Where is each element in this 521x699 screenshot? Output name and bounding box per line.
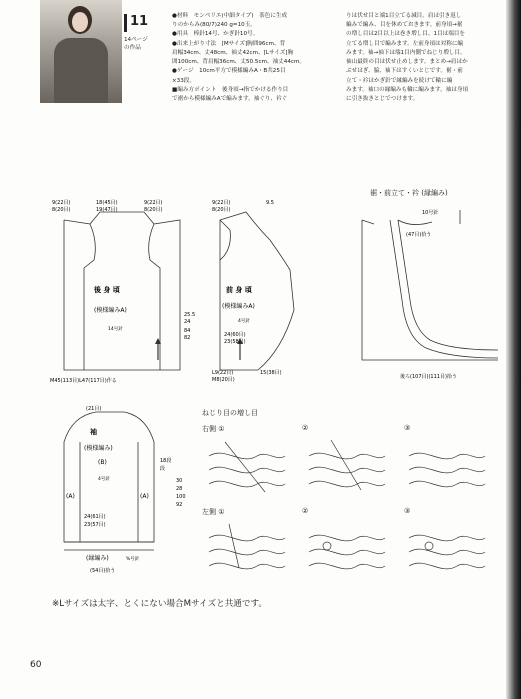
dim-label: 8(20目) [144,207,163,213]
dim-label: 24(61目) [84,514,106,520]
front-pattern: (模様編みA) [222,303,255,310]
dim-label: 15(38目) [260,370,282,376]
dim-label: 9(22目) [144,200,163,206]
spec-line: ●用具 棒針14号、かぎ針10号。 [172,31,259,38]
instruction-line: ぶせはぎ、脇、袖下はすくいとじです。裾・前 [346,68,463,75]
front-title: 前 身 頃 [226,286,252,294]
dim-label: 92 [176,502,183,508]
instruction-line: 袖山最終の目は伏せ止めします。まとめ→肩はか [346,59,468,66]
instruction-line: に引き抜きとじでつけます。 [346,95,419,102]
spec-line: りのからみ(80/7)240 g=10玉。 [172,22,256,29]
twist-right-illustrations [205,436,505,496]
dim-label: 84 [184,328,191,334]
sleeve-needle: 4号針 [98,477,110,482]
dim-label: 23(58目) [224,339,246,345]
page-ref-sub: の作品 [124,45,141,51]
instruction-line: みます。袖口の縁編みも輪に編みます。袖は身頃 [346,86,469,93]
photo-body [54,38,108,103]
sleeve-cuff-needle: %号針 [126,557,140,562]
sleeve-a-left: (A) [66,493,75,500]
sleeve-pattern: (模様編み) [84,445,113,452]
spec-line: ●出来上がり寸法 [Mサイズ]胸囲96cm、背 [172,40,286,47]
dim-label: 8(20目) [212,207,231,213]
spec-line: 肩幅34cm、丈48cm、袖丈42cm、[Lサイズ]胸 [172,49,294,56]
instruction-line: りは伏せ目と端1目立てる減目。肩は引き返し [346,13,462,19]
sleeve-bottom: (54目)拾う [90,568,116,574]
twist-title: ねじり目の増し目 [202,409,258,417]
spec-line: 囲100cm、背肩幅36cm、丈50.5cm、袖丈44cm。 [172,59,305,66]
model-photo [40,0,122,103]
page-ref: 14ページ [124,37,148,43]
dim-label: 9(22目) [212,200,231,206]
photo-face [72,12,88,32]
back-bottom-label: M45(113目)L47(117目)作る [50,378,117,384]
sleeve-diagram [50,402,200,582]
dim-label: 18(45目) [96,200,118,206]
instruction-line: みます。袖→袖下は端1目内側でねじり増し目。 [346,49,466,56]
twist-step-3: ③ [404,424,411,432]
twist-left-illustrations [205,518,505,578]
specs-text [172,12,305,104]
back-pattern: (模様編みA) [94,307,127,314]
pattern-number: 11 [130,14,149,29]
number-mark [124,14,127,32]
dim-label: 25.5 [184,312,196,318]
dim-label: 10号針 [422,210,439,216]
instructions-text [346,12,468,104]
dim-label: (47目)拾う [406,232,432,238]
instruction-line: 立てる増し目で編みます。左前身頃は対称に編 [346,40,464,47]
dim-label: 段 [160,466,166,472]
instruction-line: 編みで編み、目を休めておきます。前身頃→裾 [346,22,463,29]
dim-label: 18段 [160,458,172,464]
page-number: 60 [30,660,42,670]
back-body-diagram [50,190,200,385]
binding-edge [506,0,521,699]
dim-label: 28 [176,486,183,492]
sleeve-title: 袖 [90,428,97,436]
twist-left: 左側 ① [202,508,225,516]
spec-line: ●材料 モンペリエ(中細タイプ) 茶色に生成 [172,13,288,19]
dim-label: 82 [184,335,191,341]
spec-line: ×33段。 [172,77,195,84]
edge-title: 裾・前立て・衿 (縁編み) [370,189,448,197]
dim-label: 24 [184,319,191,325]
sleeve-a-right: (A) [140,493,149,500]
instruction-line: の増し目は2目以上は巻き増し目、1目は端目を [346,31,465,38]
dim-label: M8(20目) [212,377,235,383]
twist-step-2: ② [302,507,309,515]
size-note: ※Lサイズは太字、とくにない場合Mサイズと共通です。 [52,599,267,609]
dim-label: 30 [176,478,183,484]
dim-label: 19(47目) [96,207,118,213]
dim-label: 100 [176,494,186,500]
edging-diagram [350,200,500,390]
sleeve-cuff: (縁編み) [86,555,109,562]
dim-label: 8(20目) [52,207,71,213]
spec-line: ●ゲージ 10cm平方で模様編みA・B共25目 [172,68,286,75]
dim-label: (21目) [86,406,102,412]
spec-line: ■編み方ポイント 後身頃→指でかける作り目 [172,86,289,93]
dim-label: 23(57目) [84,522,106,528]
front-body-diagram [210,190,340,385]
twist-step-3: ③ [404,507,411,515]
dim-label: 9.5 [266,200,274,206]
instruction-line: 立て・衿はかぎ針で縁編みを続けて輪に編 [346,77,453,84]
dim-label: L9(22目) [212,370,234,376]
dim-label: 9(22目) [52,200,71,206]
back-needle: 14号針 [108,327,123,332]
twist-step-2: ② [302,424,309,432]
back-title: 後 身 頃 [94,286,120,294]
front-needle: 4号針 [238,319,250,324]
dim-label: 後ろ(107目)(111目)拾う [400,374,457,380]
twist-right: 右側 ① [202,425,225,433]
dim-label: 24(60目) [224,332,246,338]
sleeve-b: (B) [98,459,107,466]
spec-line: で裾から模様編みAで編みます。袖ぐり、衿ぐ [172,95,288,102]
